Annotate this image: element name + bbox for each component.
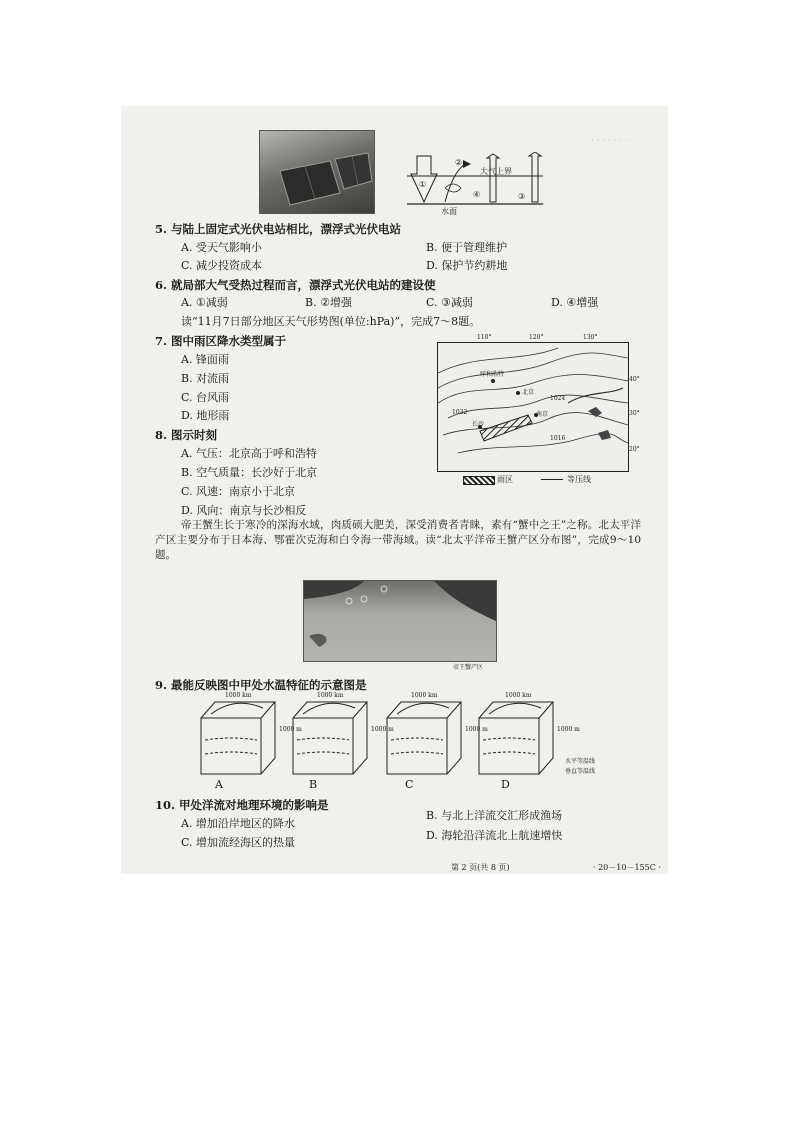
arrow-label-2: ② <box>455 158 463 167</box>
floating-pv-photo <box>259 130 375 214</box>
intro-9-10: 帝王蟹生长于寒冷的深海水域，肉质硕大肥美，深受消费者青睐，素有“蟹中之王”之称。北太平洋产区主要分布于日本海、鄂霍次克海和白令海一带海域。读“北太平洋帝王蟹产区分布图”，完成9～10题。 <box>155 519 641 561</box>
king-crab-map <box>303 580 497 662</box>
legend-horizontal-isotherm: 水平等温线 <box>565 758 596 765</box>
q10-option-c[interactable]: C. 增加流经海区的热量 <box>181 836 296 849</box>
block-label-c: C <box>405 778 414 791</box>
q10-option-b[interactable]: B. 与北上洋流交汇形成渔场 <box>426 809 563 822</box>
q6-option-c[interactable]: C. ③减弱 <box>426 296 473 309</box>
isobar-1024: 1024 <box>550 395 566 402</box>
block-d-depth: 1000 m <box>557 726 580 733</box>
q8-option-d[interactable]: D. 风向：南京与长沙相反 <box>181 504 307 517</box>
isobar-legend: 等压线 <box>567 475 591 484</box>
q6-option-d[interactable]: D. ④增强 <box>551 296 599 309</box>
arrow-label-1: ① <box>419 180 427 189</box>
lat-30: 30° <box>629 410 640 417</box>
page-code: · 20－10－155C · <box>593 863 661 872</box>
q7-option-c[interactable]: C. 台风雨 <box>181 391 230 404</box>
lon-120: 120° <box>529 334 544 341</box>
block-c-depth: 1000 m <box>465 726 488 733</box>
isobar-1032: 1032 <box>452 409 468 416</box>
block-b-width: 1000 km <box>317 692 344 699</box>
intro-7-8: 读“11月7日部分地区天气形势图(单位:hPa)”，完成7～8题。 <box>181 315 481 328</box>
q10-option-d[interactable]: D. 海轮沿洋流北上航速增快 <box>426 829 563 842</box>
city-nanjing: 南京 <box>536 411 549 418</box>
lon-110: 110° <box>477 334 492 341</box>
city-changsha: 长沙 <box>472 421 485 428</box>
q8-option-b[interactable]: B. 空气质量：长沙好于北京 <box>181 466 318 479</box>
rain-area-legend-swatch <box>463 476 495 485</box>
block-c-width: 1000 km <box>411 692 438 699</box>
block-d-width: 1000 km <box>505 692 532 699</box>
city-hohhot: 呼和浩特 <box>480 371 505 378</box>
q7-option-a[interactable]: A. 锋面雨 <box>181 353 229 366</box>
city-beijing: 北京 <box>522 389 535 396</box>
exam-page <box>121 106 668 874</box>
question-8: 8. 图示时刻 <box>155 428 218 442</box>
arrow-label-3: ③ <box>518 192 526 201</box>
lon-130: 130° <box>583 334 598 341</box>
question-7: 7. 图中雨区降水类型属于 <box>155 334 287 348</box>
block-label-d: D <box>501 778 510 791</box>
block-label-a: A <box>215 778 223 791</box>
q7-option-d[interactable]: D. 地形雨 <box>181 409 230 422</box>
block-a-width: 1000 km <box>225 692 252 699</box>
lat-40: 40° <box>629 376 640 383</box>
crab-map-legend: 帝王蟹产区 <box>453 664 484 671</box>
q10-option-a[interactable]: A. 增加沿岸地区的降水 <box>181 817 295 830</box>
upper-atmosphere-label: 大气上界 <box>480 167 512 176</box>
question-9: 9. 最能反映图中甲处水温特征的示意图是 <box>155 678 367 692</box>
weather-map <box>437 342 629 472</box>
question-5: 5. 与陆上固定式光伏电站相比，漂浮式光伏电站 <box>155 222 402 236</box>
block-diagrams <box>197 694 667 794</box>
q8-option-c[interactable]: C. 风速：南京小于北京 <box>181 485 296 498</box>
isobar-legend-line <box>541 479 563 480</box>
q5-option-d[interactable]: D. 保护节约耕地 <box>426 259 508 272</box>
atmosphere-heat-diagram <box>405 152 545 220</box>
q5-option-b[interactable]: B. 便于管理维护 <box>426 241 508 254</box>
water-surface-label: 水面 <box>441 207 457 216</box>
q8-option-a[interactable]: A. 气压：北京高于呼和浩特 <box>181 447 317 460</box>
lat-20: 20° <box>629 446 640 453</box>
q5-option-a[interactable]: A. 受天气影响小 <box>181 241 262 254</box>
page-number: 第 2 页(共 8 页) <box>451 863 510 872</box>
isobar-1016: 1016 <box>550 435 566 442</box>
arrow-label-4: ④ <box>473 190 481 199</box>
bleed-through-text: · · · · · · · <box>591 136 629 146</box>
legend-vertical-isotherm: 垂直等温线 <box>565 768 596 775</box>
block-b-depth: 1000 m <box>371 726 394 733</box>
q6-option-a[interactable]: A. ①减弱 <box>181 296 228 309</box>
q5-option-c[interactable]: C. 减少投资成本 <box>181 259 263 272</box>
question-10: 10. 甲处洋流对地理环境的影响是 <box>155 798 329 812</box>
block-label-b: B <box>309 778 318 791</box>
question-6: 6. 就局部大气受热过程而言，漂浮式光伏电站的建设使 <box>155 278 436 292</box>
q6-option-b[interactable]: B. ②增强 <box>305 296 352 309</box>
block-a-depth: 1000 m <box>279 726 302 733</box>
q7-option-b[interactable]: B. 对流雨 <box>181 372 230 385</box>
rain-area-legend: 雨区 <box>497 475 513 484</box>
